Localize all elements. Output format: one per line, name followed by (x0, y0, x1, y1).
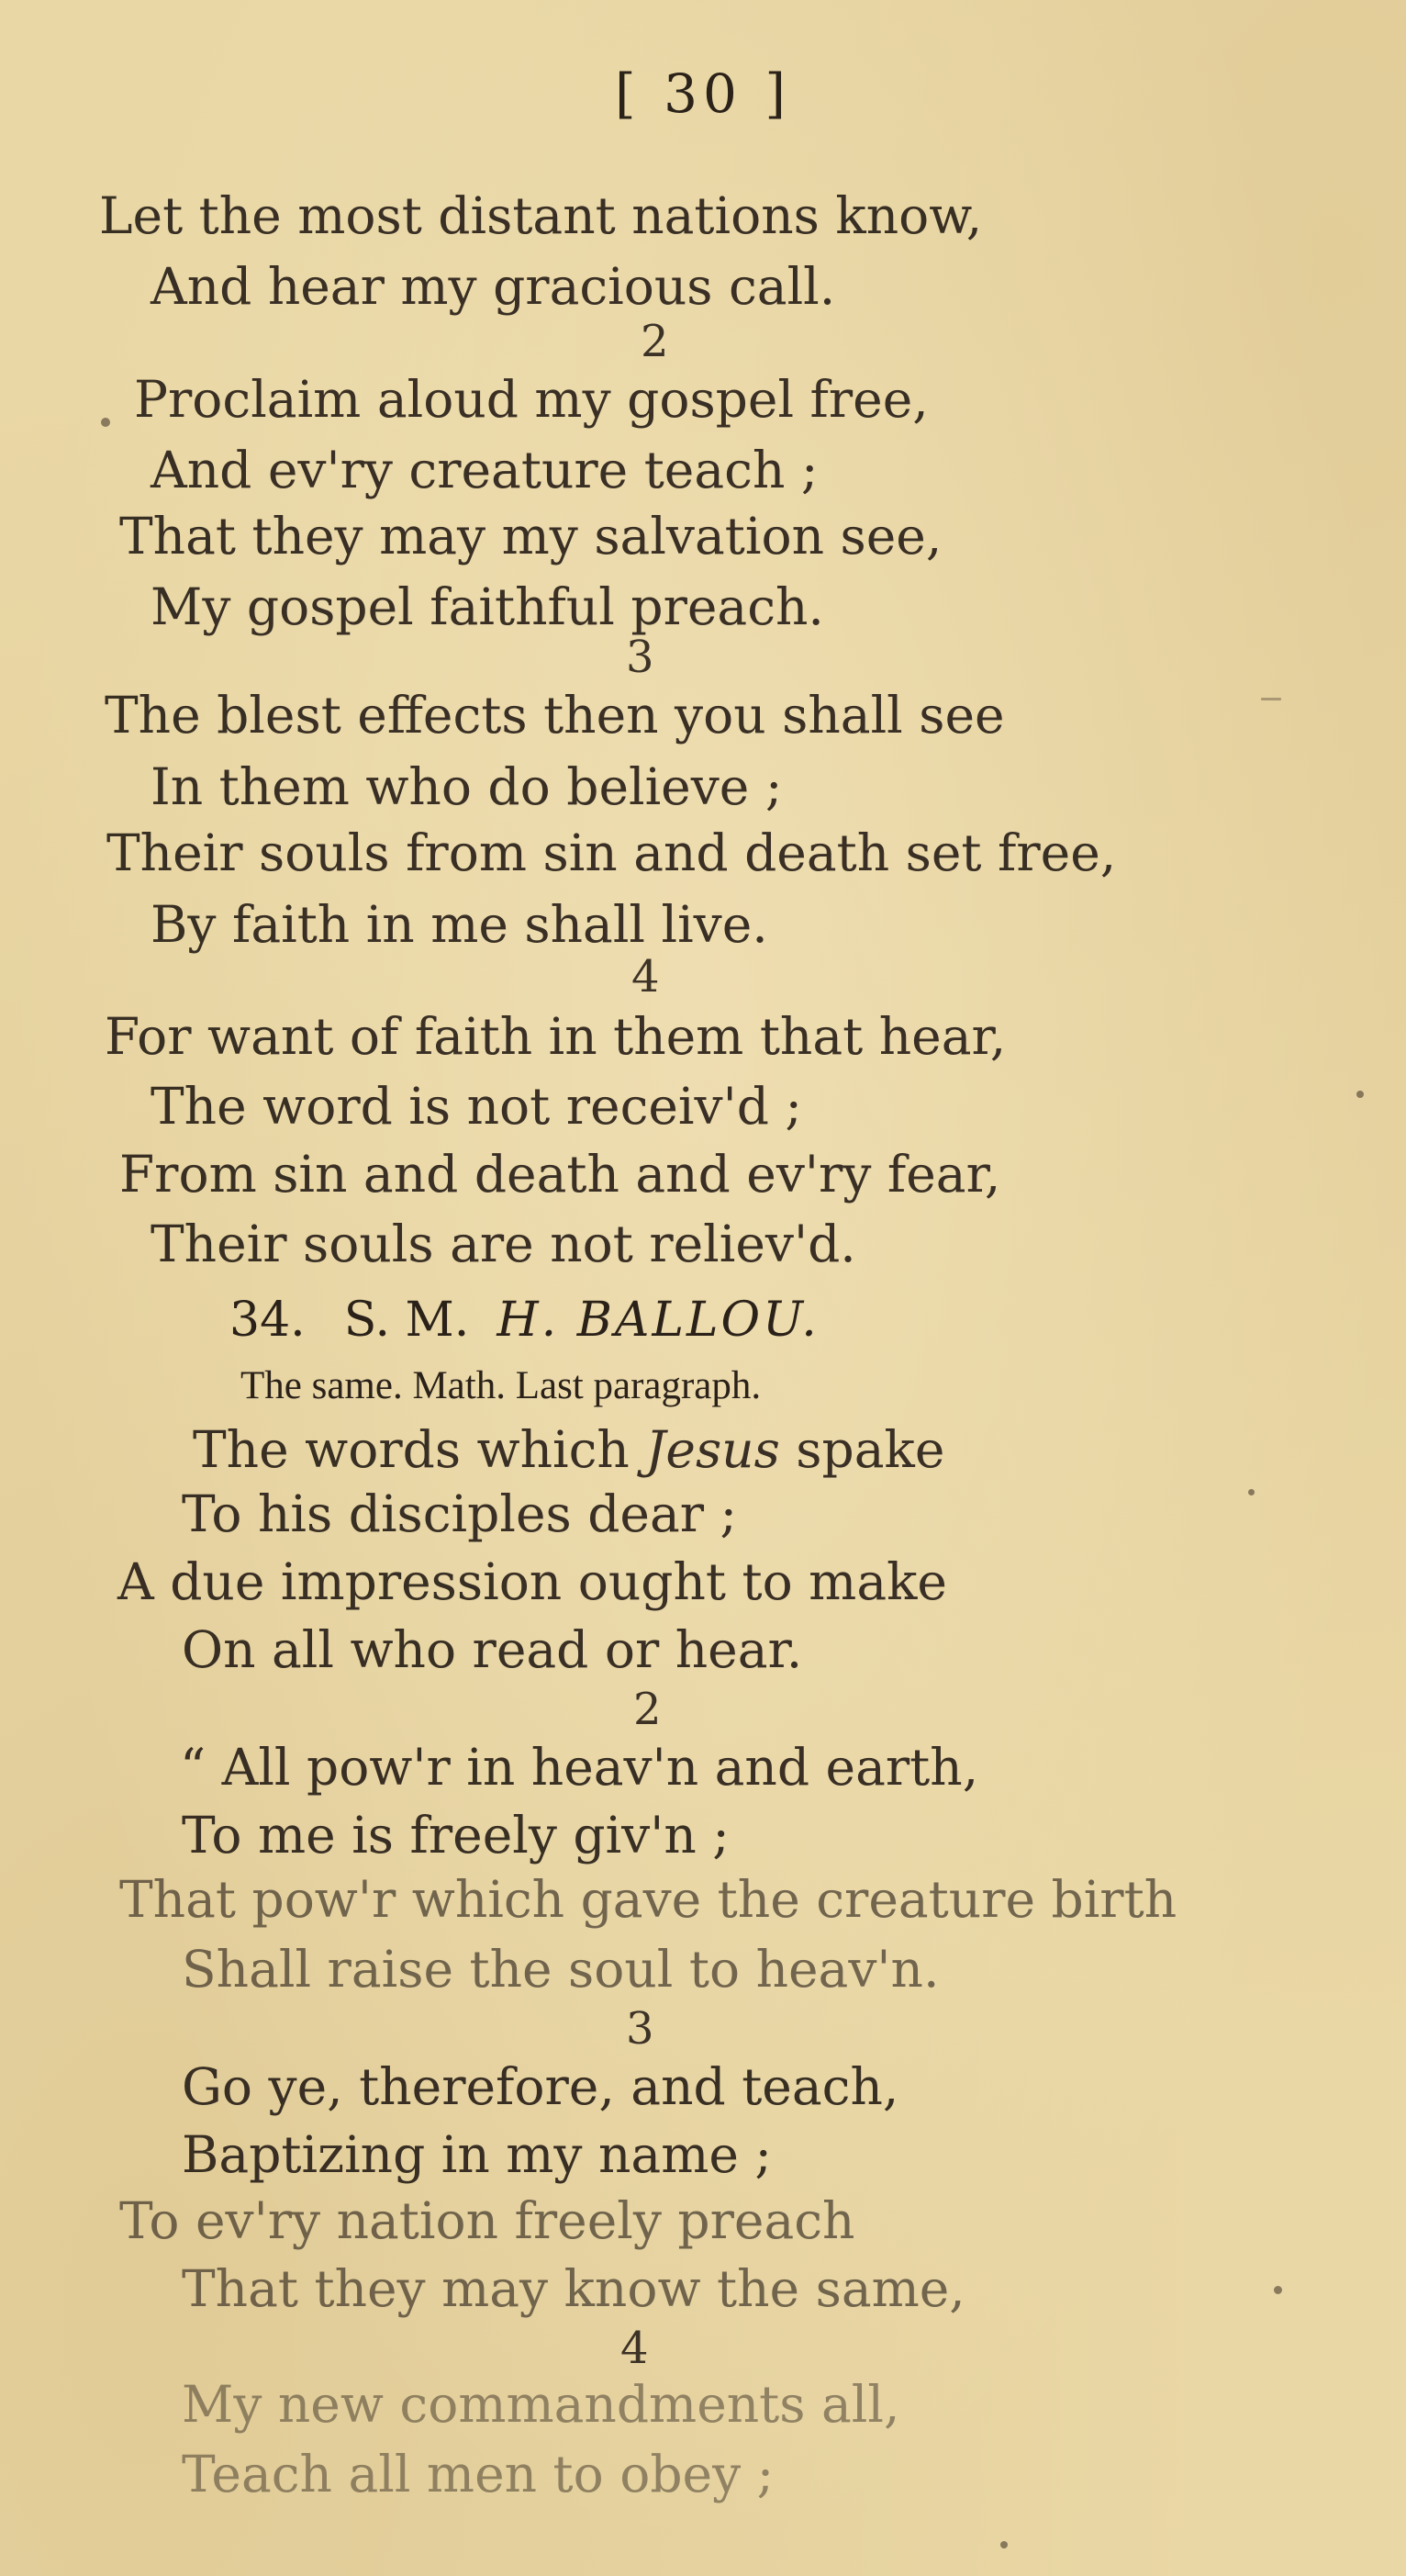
verse-line: That pow'r which gave the creature birth (119, 1870, 1177, 1929)
hymn-heading (229, 1293, 820, 1348)
verse-italic-name: Jesus (645, 1420, 780, 1479)
ink-speck (1261, 698, 1281, 700)
ink-speck (1000, 2541, 1008, 2548)
verse-line: That they may my salvation see, (119, 507, 943, 566)
verse-line: To ev'ry nation freely preach (119, 2191, 855, 2250)
verse-text: The words which (193, 1420, 646, 1479)
hymn-subtitle: The same. Math. Last paragraph. (240, 1364, 762, 1407)
verse-line: To his disciples dear ; (182, 1484, 738, 1543)
ink-speck (1356, 1091, 1364, 1098)
ink-speck (1248, 1489, 1255, 1495)
verse-line: My gospel faithful preach. (151, 577, 824, 636)
verse-line: From sin and death and ev'ry fear, (119, 1145, 1001, 1204)
verse-line: “ All pow'r in heav'n and earth, (180, 1738, 979, 1797)
verse-text: spake (779, 1420, 945, 1479)
verse-line: Shall raise the soul to heav'n. (182, 1940, 940, 1999)
verse-line: On all who read or hear. (182, 1620, 803, 1679)
verse-line: In them who do believe ; (151, 757, 783, 816)
hymn-meter: S. M. (343, 1293, 470, 1348)
ink-speck (1274, 2286, 1282, 2294)
stanza-number: 2 (633, 1684, 662, 1735)
verse-line: My new commandments all, (182, 2375, 900, 2434)
verse-line: The word is not receiv'd ; (151, 1077, 802, 1136)
verse-line: To me is freely giv'n ; (182, 1806, 730, 1865)
hymn-author: H. BALLOU. (497, 1293, 820, 1348)
verse-line: Their souls are not reliev'd. (151, 1215, 856, 1273)
verse-line: For want of faith in them that hear, (105, 1007, 1007, 1066)
ink-speck (101, 418, 110, 427)
verse-line: A due impression ought to make (117, 1552, 947, 1611)
stanza-number: 4 (620, 2323, 649, 2374)
verse-line: Baptizing in my name ; (182, 2125, 772, 2184)
hymn-number: 34. (229, 1293, 306, 1348)
verse-line: Proclaim aloud my gospel free, (134, 370, 929, 429)
verse-line: Their souls from sin and death set free, (106, 823, 1117, 882)
verse-line (193, 1420, 945, 1479)
verse-line: And hear my gracious call. (151, 257, 836, 316)
stanza-number: 2 (641, 316, 669, 367)
verse-line: Let the most distant nations know, (99, 186, 983, 245)
page-number: [ 30 ] (615, 62, 791, 125)
verse-line: That they may know the same, (182, 2259, 965, 2318)
stanza-number: 4 (631, 951, 660, 1002)
verse-line: The blest effects then you shall see (105, 686, 1005, 745)
stanza-number: 3 (626, 632, 654, 683)
verse-line: Teach all men to obey ; (182, 2445, 775, 2503)
verse-line: By faith in me shall live. (151, 895, 768, 954)
verse-line: Go ye, therefore, and teach, (182, 2057, 899, 2116)
stanza-number: 3 (626, 2003, 654, 2055)
verse-line: And ev'ry creature teach ; (151, 441, 819, 499)
